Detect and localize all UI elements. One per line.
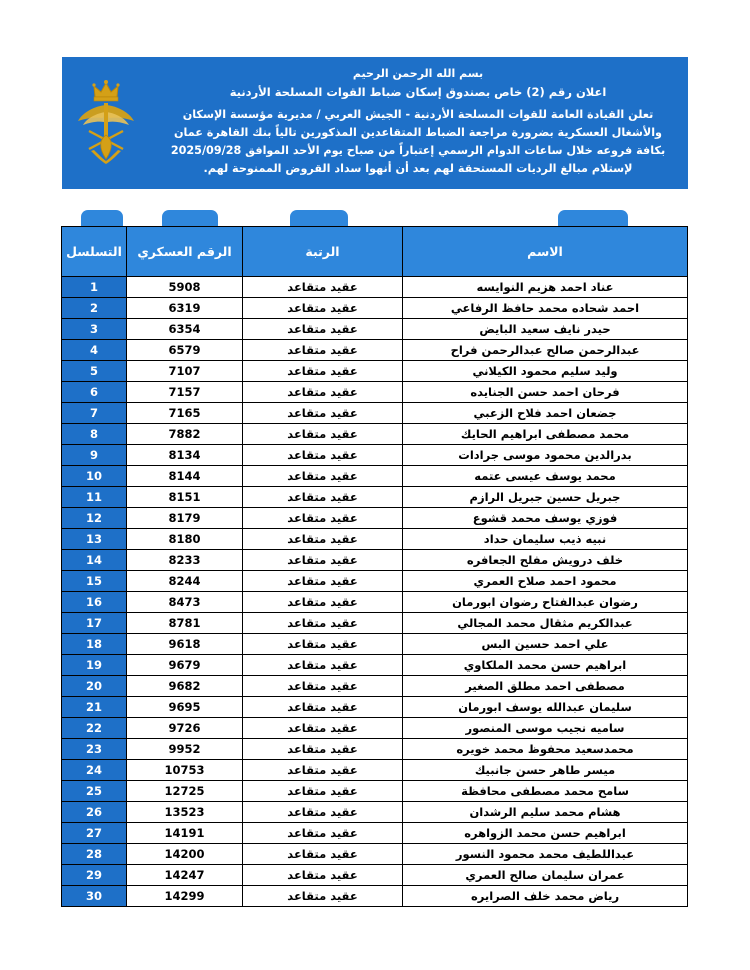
- table-row: [62, 319, 688, 340]
- cell-rank: عقيد متقاعد: [243, 739, 403, 760]
- cell-name: ابراهيم حسن محمد الزواهره: [403, 823, 688, 844]
- jordan-armed-forces-emblem-icon: [63, 58, 149, 188]
- cell-rank: عقيد متقاعد: [243, 823, 403, 844]
- cell-rank: عقيد متقاعد: [243, 571, 403, 592]
- cell-sequence: 17: [62, 613, 127, 634]
- cell-military-number: 8244: [127, 571, 243, 592]
- cell-military-number: 5908: [127, 277, 243, 298]
- roster-table-wrapper: [62, 226, 688, 907]
- cell-name: ابراهيم حسن محمد الملكاوي: [403, 655, 688, 676]
- cell-sequence: 13: [62, 529, 127, 550]
- cell-name: محمدسعيد محفوظ محمد خويره: [403, 739, 688, 760]
- cell-rank: عقيد متقاعد: [243, 865, 403, 886]
- column-header-name: الاسم: [403, 227, 688, 277]
- cell-military-number: 8180: [127, 529, 243, 550]
- table-row: [62, 676, 688, 697]
- cell-sequence: 20: [62, 676, 127, 697]
- cell-military-number: 6319: [127, 298, 243, 319]
- retired-officers-table: [61, 226, 688, 907]
- cell-sequence: 1: [62, 277, 127, 298]
- cell-military-number: 7157: [127, 382, 243, 403]
- cell-military-number: 14247: [127, 865, 243, 886]
- table-row: [62, 739, 688, 760]
- cell-rank: عقيد متقاعد: [243, 844, 403, 865]
- table-row: [62, 298, 688, 319]
- cell-military-number: 8233: [127, 550, 243, 571]
- cell-name: رياض محمد خلف الصرايره: [403, 886, 688, 907]
- cell-name: جبريل حسين جبريل الرازم: [403, 487, 688, 508]
- cell-rank: عقيد متقاعد: [243, 508, 403, 529]
- cell-sequence: 22: [62, 718, 127, 739]
- cell-military-number: 9695: [127, 697, 243, 718]
- cell-rank: عقيد متقاعد: [243, 613, 403, 634]
- cell-sequence: 18: [62, 634, 127, 655]
- cell-sequence: 7: [62, 403, 127, 424]
- cell-military-number: 7882: [127, 424, 243, 445]
- cell-name: نبيه ذيب سليمان حداد: [403, 529, 688, 550]
- cell-rank: عقيد متقاعد: [243, 298, 403, 319]
- cell-military-number: 12725: [127, 781, 243, 802]
- cell-military-number: 10753: [127, 760, 243, 781]
- cell-military-number: 7165: [127, 403, 243, 424]
- table-row: [62, 886, 688, 907]
- cell-name: سامح محمد مصطفى محافظة: [403, 781, 688, 802]
- cell-sequence: 10: [62, 466, 127, 487]
- cell-military-number: 9618: [127, 634, 243, 655]
- cell-name: بدرالدين محمود موسى جرادات: [403, 445, 688, 466]
- cell-sequence: 12: [62, 508, 127, 529]
- announcement-banner: [62, 57, 688, 189]
- cell-rank: عقيد متقاعد: [243, 277, 403, 298]
- cell-military-number: 9682: [127, 676, 243, 697]
- cell-rank: عقيد متقاعد: [243, 886, 403, 907]
- cell-name: عبداللطيف محمد محمود النسور: [403, 844, 688, 865]
- cell-sequence: 4: [62, 340, 127, 361]
- cell-rank: عقيد متقاعد: [243, 781, 403, 802]
- cell-rank: عقيد متقاعد: [243, 529, 403, 550]
- table-row: [62, 466, 688, 487]
- cell-sequence: 29: [62, 865, 127, 886]
- cell-name: جضعان احمد فلاح الزعبي: [403, 403, 688, 424]
- cell-name: عبدالرحمن صالح عبدالرحمن فراح: [403, 340, 688, 361]
- cell-rank: عقيد متقاعد: [243, 802, 403, 823]
- cell-name: محمود احمد صلاح العمري: [403, 571, 688, 592]
- table-row: [62, 487, 688, 508]
- cell-name: محمد يوسف عيسى عتمه: [403, 466, 688, 487]
- cell-name: ميسر طاهر حسن جانبيك: [403, 760, 688, 781]
- announcement-title: اعلان رقم (2) خاص بصندوق إسكان ضباط القوات المسلحة الأردنية: [229, 84, 607, 99]
- table-header-row: [62, 227, 688, 277]
- table-row: [62, 592, 688, 613]
- cell-military-number: 6579: [127, 340, 243, 361]
- table-row: [62, 445, 688, 466]
- cell-military-number: 9726: [127, 718, 243, 739]
- cell-rank: عقيد متقاعد: [243, 550, 403, 571]
- cell-name: عمران سليمان صالح العمري: [403, 865, 688, 886]
- cell-military-number: 14299: [127, 886, 243, 907]
- cell-sequence: 3: [62, 319, 127, 340]
- cell-rank: عقيد متقاعد: [243, 466, 403, 487]
- cell-rank: عقيد متقاعد: [243, 340, 403, 361]
- cell-rank: عقيد متقاعد: [243, 634, 403, 655]
- column-header-sequence: التسلسل: [62, 227, 127, 277]
- cell-name: علي احمد حسين البس: [403, 634, 688, 655]
- cell-name: سليمان عبدالله يوسف ابورمان: [403, 697, 688, 718]
- cell-military-number: 8134: [127, 445, 243, 466]
- table-row: [62, 718, 688, 739]
- cell-sequence: 23: [62, 739, 127, 760]
- table-row: [62, 844, 688, 865]
- cell-name: خلف درويش مفلح الجعافره: [403, 550, 688, 571]
- column-header-rank: الرتبة: [243, 227, 403, 277]
- table-row: [62, 802, 688, 823]
- cell-military-number: 8144: [127, 466, 243, 487]
- table-row: [62, 403, 688, 424]
- table-row: [62, 823, 688, 844]
- cell-military-number: 8151: [127, 487, 243, 508]
- cell-rank: عقيد متقاعد: [243, 592, 403, 613]
- cell-rank: عقيد متقاعد: [243, 760, 403, 781]
- cell-rank: عقيد متقاعد: [243, 487, 403, 508]
- cell-name: فوزي يوسف محمد قشوع: [403, 508, 688, 529]
- cell-military-number: 6354: [127, 319, 243, 340]
- table-row: [62, 361, 688, 382]
- cell-sequence: 9: [62, 445, 127, 466]
- cell-name: ساميه نجيب موسى المنصور: [403, 718, 688, 739]
- table-row: [62, 634, 688, 655]
- cell-name: حيدر نايف سعيد البايض: [403, 319, 688, 340]
- cell-rank: عقيد متقاعد: [243, 655, 403, 676]
- table-row: [62, 277, 688, 298]
- cell-name: رضوان عبدالفتاح رضوان ابورمان: [403, 592, 688, 613]
- table-row: [62, 529, 688, 550]
- banner-text-block: [149, 58, 687, 188]
- cell-sequence: 21: [62, 697, 127, 718]
- cell-military-number: 13523: [127, 802, 243, 823]
- cell-rank: عقيد متقاعد: [243, 319, 403, 340]
- cell-rank: عقيد متقاعد: [243, 403, 403, 424]
- table-row: [62, 508, 688, 529]
- table-row: [62, 655, 688, 676]
- cell-sequence: 8: [62, 424, 127, 445]
- table-row: [62, 424, 688, 445]
- cell-military-number: 14191: [127, 823, 243, 844]
- cell-sequence: 28: [62, 844, 127, 865]
- cell-military-number: 8473: [127, 592, 243, 613]
- cell-rank: عقيد متقاعد: [243, 697, 403, 718]
- cell-rank: عقيد متقاعد: [243, 424, 403, 445]
- cell-sequence: 5: [62, 361, 127, 382]
- table-row: [62, 340, 688, 361]
- cell-sequence: 30: [62, 886, 127, 907]
- table-body: [62, 277, 688, 907]
- cell-name: عبدالكريم مثقال محمد المجالي: [403, 613, 688, 634]
- cell-name: وليد سليم محمود الكيلاني: [403, 361, 688, 382]
- cell-rank: عقيد متقاعد: [243, 382, 403, 403]
- cell-sequence: 26: [62, 802, 127, 823]
- cell-military-number: 9679: [127, 655, 243, 676]
- table-row: [62, 382, 688, 403]
- announcement-body: تعلن القيادة العامة للقوات المسلحة الأردنية - الجيش العربي / مديرية مؤسسة الإسكان والأشغال العسكرية بضرورة مراجعة الضباط المتقاعدين المذكورين تالياً بنك القاهرة عمان بكافة فروعه خلال ساعات الدوام الرسمي إعتباراً من صباح يوم الأحد الموافق 2025/09/28 لإستلام مبالغ الرديات المستحقة لهم بعد أن أنهوا سداد القروض الممنوحة لهم.: [170, 107, 666, 176]
- cell-sequence: 25: [62, 781, 127, 802]
- cell-sequence: 16: [62, 592, 127, 613]
- cell-military-number: 8179: [127, 508, 243, 529]
- cell-name: مصطفى احمد مطلق الصغير: [403, 676, 688, 697]
- cell-military-number: 14200: [127, 844, 243, 865]
- column-header-military-number: الرقم العسكري: [127, 227, 243, 277]
- cell-sequence: 2: [62, 298, 127, 319]
- table-row: [62, 865, 688, 886]
- basmala-line: بسم الله الرحمن الرحيم: [352, 67, 484, 80]
- cell-name: احمد شحاده محمد حافظ الرفاعي: [403, 298, 688, 319]
- cell-name: عناد احمد هزيم النوايسه: [403, 277, 688, 298]
- cell-name: محمد مصطفى ابراهيم الحايك: [403, 424, 688, 445]
- table-row: [62, 760, 688, 781]
- cell-military-number: 9952: [127, 739, 243, 760]
- table-row: [62, 571, 688, 592]
- cell-sequence: 19: [62, 655, 127, 676]
- cell-rank: عقيد متقاعد: [243, 361, 403, 382]
- cell-military-number: 8781: [127, 613, 243, 634]
- table-row: [62, 697, 688, 718]
- cell-name: هشام محمد سليم الرشدان: [403, 802, 688, 823]
- cell-military-number: 7107: [127, 361, 243, 382]
- cell-name: فرحان احمد حسن الجنايده: [403, 382, 688, 403]
- table-row: [62, 781, 688, 802]
- cell-sequence: 6: [62, 382, 127, 403]
- table-row: [62, 550, 688, 571]
- cell-sequence: 24: [62, 760, 127, 781]
- cell-sequence: 14: [62, 550, 127, 571]
- cell-rank: عقيد متقاعد: [243, 718, 403, 739]
- cell-sequence: 27: [62, 823, 127, 844]
- cell-rank: عقيد متقاعد: [243, 676, 403, 697]
- cell-rank: عقيد متقاعد: [243, 445, 403, 466]
- cell-sequence: 15: [62, 571, 127, 592]
- cell-sequence: 11: [62, 487, 127, 508]
- table-row: [62, 613, 688, 634]
